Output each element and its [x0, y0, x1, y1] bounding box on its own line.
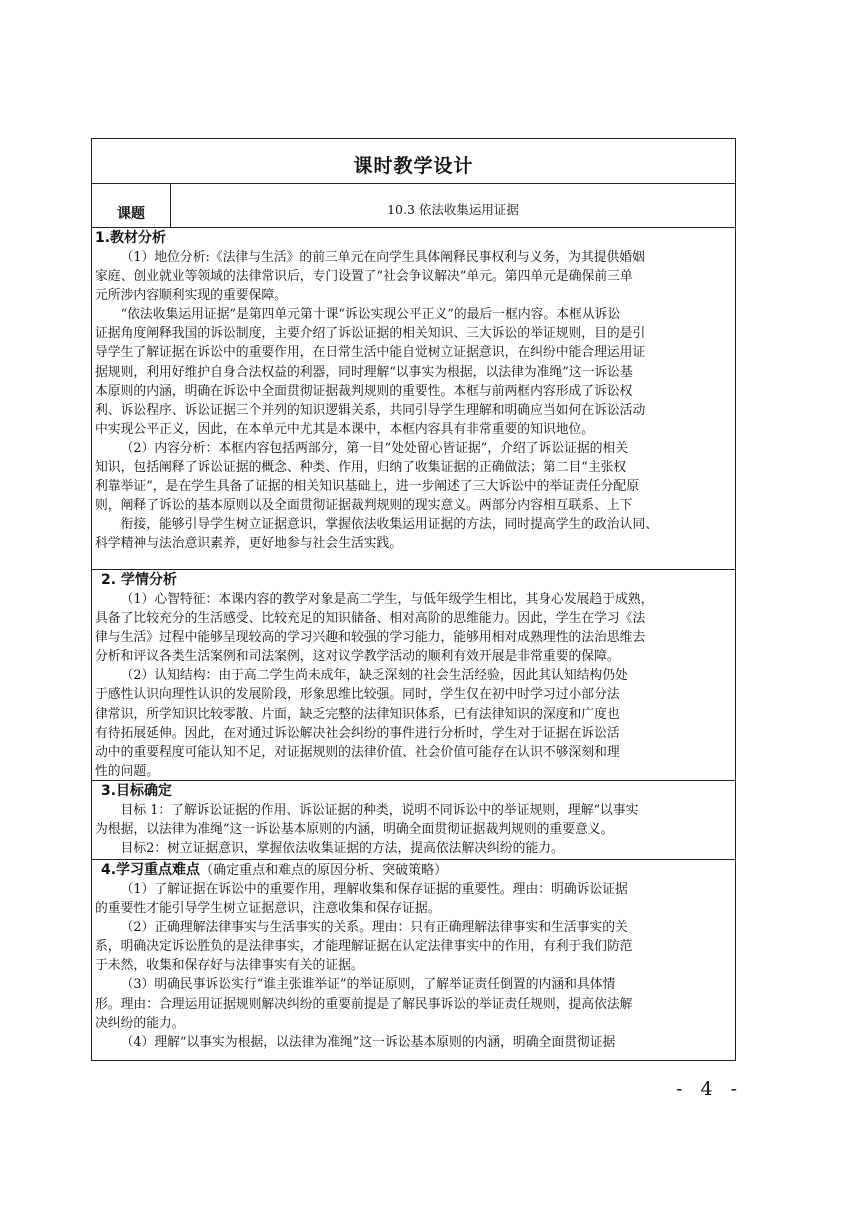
text-line: 中实现公平正义，因此，在本单元中尤其是本课中，本框内容具有非常重要的知识地位。	[95, 421, 595, 437]
subject-label: 课题	[92, 184, 171, 227]
section-key-points	[92, 860, 735, 1052]
section-heading-text: 4.学习重点难点	[101, 862, 201, 878]
text-line: 目标2：树立证据意识，掌握依法收集证据的方法，提高依法解决纠纷的能力。	[120, 841, 564, 857]
text-line: 分析和评议各类生活案例和司法案例，这对议学教学活动的顺利有效开展是非常重要的保障。	[95, 649, 620, 665]
text-line: 目标 1：了解诉讼证据的作用、诉讼证据的种类，说明不同诉讼中的举证规则，理解“以事实	[120, 803, 639, 818]
lesson-design-table	[91, 138, 736, 1061]
subject-value: 10.3 依法收集运用证据	[387, 202, 519, 217]
text-line: 为根据，以法律为准绳”这一诉讼基本原则的内涵，明确全面贯彻证据裁判规则的重要意义。	[95, 822, 614, 838]
text-line: 科学精神与法治意识素养，更好地参与社会生活实践。	[95, 536, 403, 552]
text-line: （1）地位分析:《法律与生活》的前三单元在向学生具体阐释民事权利与义务，为其提供婚姻	[120, 250, 645, 265]
text-line: （3）明确民事诉讼实行“谁主张谁举证”的举证原则，了解举证责任倒置的内涵和具体情	[120, 977, 616, 993]
section-objectives	[92, 781, 735, 858]
text-line: 具备了比较充分的生活感受、比较充足的知识储备、相对高阶的思维能力。因此，学生在学习《法	[95, 611, 646, 627]
text-line: 于感性认识向理性认识的发展阶段，形象思维比较强。同时，学生仅在初中时学习过小部分法	[95, 687, 620, 703]
section-heading	[95, 860, 732, 880]
text-line: 知识，包括阐释了诉讼证据的概念、种类、作用，归纳了收集证据的正确做法；第二目“主张权	[95, 460, 627, 476]
text-line: 性的问题。	[95, 763, 159, 779]
section-textbook-analysis	[92, 228, 735, 554]
subject-row	[92, 184, 735, 228]
document-title: 课时教学设计	[353, 155, 474, 177]
text-line: 导学生了解证据在诉讼中的重要作用，在日常生活中能自觉树立证据意识，在纠纷中能合理运用证	[95, 345, 646, 361]
text-line: 有待拓展延伸。因此，在对通过诉讼解决社会纠纷的事件进行分析时，学生对于证据在诉讼活	[95, 725, 620, 741]
text-line: 律常识，所学知识比较零散、片面，缺乏完整的法律知识体系，已有法律知识的深度和广度也	[95, 706, 620, 722]
text-line: （4）理解“以事实为根据，以法律为准绳”这一诉讼基本原则的内涵，明确全面贯彻证据	[120, 1034, 616, 1050]
section-heading: 3.目标确定	[101, 783, 173, 799]
page-number: - 4 -	[676, 1078, 744, 1100]
text-line: （2）内容分析：本框内容包括两部分，第一目“处处留心皆证据”，介绍了诉讼证据的相关	[120, 440, 629, 456]
text-line: 决纠纷的能力。	[95, 1015, 185, 1031]
text-line: 利靠举证”，是在学生具备了证据的相关知识基础上，进一步阐述了三大诉讼中的举证责任分配原	[95, 479, 640, 495]
text-line: 本原则的内涵，明确在诉讼中全面贯彻证据裁判规则的重要性。本框与前两框内容形成了诉讼权	[95, 383, 633, 399]
text-line: 的重要性才能引导学生树立证据意识，注意收集和保存证据。	[95, 901, 441, 917]
text-line: 律与生活》过程中能够呈现较高的学习兴趣和较强的学习能力，能够用相对成熟理性的法治思维去	[95, 630, 646, 646]
text-line: （1）了解证据在诉讼中的重要作用，理解收集和保存证据的重要性。理由：明确诉讼证据	[120, 882, 628, 897]
text-line: 系，明确决定诉讼胜负的是法律事实，才能理解证据在认定法律事实中的作用，有利于我们防范	[95, 939, 633, 955]
text-line: （2）正确理解法律事实与生活事实的关系。理由：只有正确理解法律事实和生活事实的关	[120, 920, 628, 936]
text-line: 则，阐释了诉讼的基本原则以及全面贯彻证据裁判规则的现实意义。两部分内容相互联系、上下	[95, 498, 633, 514]
section-heading: 1.教材分析	[95, 230, 167, 246]
text-line: 衔接，能够引导学生树立证据意识，掌握依法收集运用证据的方法，同时提高学生的政治认同、	[120, 517, 659, 533]
section-learner-analysis	[92, 570, 735, 781]
section-heading: 2. 学情分析	[101, 572, 177, 588]
text-line: 家庭、创业就业等领域的法律常识后，专门设置了“社会争议解决”单元。第四单元是确保前三单	[95, 269, 633, 285]
table-title-row	[92, 139, 735, 184]
text-line: 据规则，利用好维护自身合法权益的利器，同时理解“以事实为根据，以法律为准绳”这一诉讼基	[95, 364, 633, 380]
text-line: 元所涉内容顺利实现的重要保障。	[95, 288, 287, 304]
text-line: “依法收集运用证据”是第四单元第十课“诉讼实现公平正义”的最后一框内容。本框从诉讼	[120, 307, 621, 323]
text-line: （1）心智特征：本课内容的教学对象是高二学生，与低年级学生相比，其身心发展趋于成熟，	[120, 592, 654, 607]
text-line: 利、诉讼程序、诉讼证据三个并列的知识逻辑关系，共同引导学生理解和明确应当如何在诉讼活动	[95, 402, 646, 418]
text-line: 动中的重要程度可能认知不足，对证据规则的法律价值、社会价值可能存在认识不够深刻和理	[95, 744, 620, 760]
text-line: 形。理由：合理运用证据规则解决纠纷的重要前提是了解民事诉讼的举证责任规则，提高依法解	[95, 996, 633, 1012]
text-line: （2）认知结构：由于高二学生尚未成年，缺乏深刻的社会生活经验，因此其认知结构仍处	[120, 668, 628, 684]
text-line: 证据角度阐释我国的诉讼制度，主要介绍了诉讼证据的相关知识、三大诉讼的举证规则，目的是引	[95, 326, 646, 342]
section-heading-note: （确定重点和难点的原因分析、突破策略）	[200, 863, 448, 878]
text-line: 于未然，收集和保存好与法律事实有关的证据。	[95, 958, 364, 974]
